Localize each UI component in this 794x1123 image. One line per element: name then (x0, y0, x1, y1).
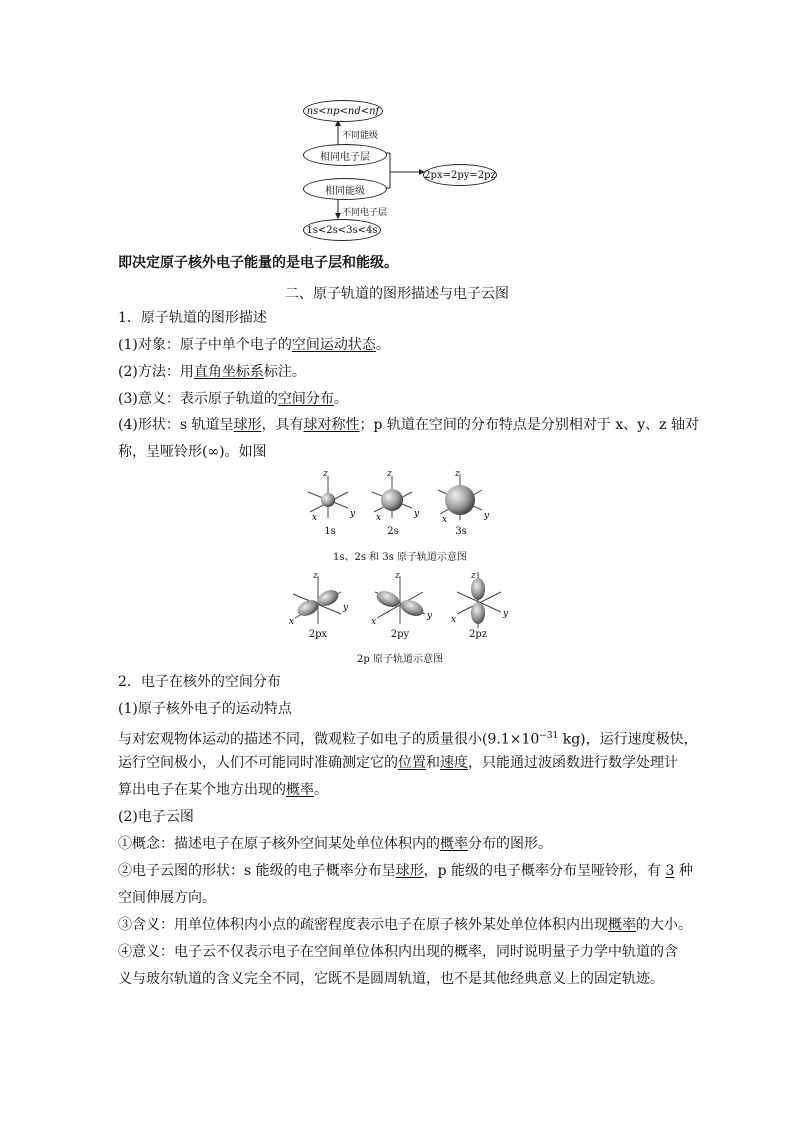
2px-dumbbell (289, 571, 349, 627)
s1-shape-line: (4)形状：s 轨道呈球形，具有球对称性；p 轨道在空间的分布特点是分别相对于 x、y、z 轴对 (118, 417, 699, 433)
3s-label: 3s (455, 526, 467, 537)
s2-p1-line1: 与对宏观物体运动的描述不同，微观粒子如电子的质量很小($9.1\times 10^{-31}$ kg)，运行速度极快， (118, 731, 698, 748)
different-level-label: 不同能级 (342, 131, 379, 141)
p-orbitals-caption: 2p 原子轨道示意图 (357, 654, 443, 665)
svg-text:x: x (289, 617, 295, 627)
svg-text:z: z (395, 571, 400, 581)
1s-2s-3s-4s-box: 1s<2s<3s<4s (303, 219, 381, 241)
svg-text:y: y (427, 611, 433, 621)
2pz-dumbbell (451, 571, 509, 628)
different-layer-label: 不同电子层 (342, 208, 388, 218)
svg-text:z: z (455, 469, 460, 479)
s2-shape-line-2: 空间伸展方向。 (118, 890, 216, 906)
s2-p1-line2: 运行空间极小，人们不可能同时准确测定它的位置和速度，只能通过波函数进行数学处理计 (118, 755, 678, 771)
s-orbitals-caption: 1s、2s 和 3s 原子轨道示意图 (332, 552, 468, 563)
2py-dumbbell (371, 571, 433, 627)
s2-concept-line: ①概念：描述电子在原子核外空间某处单位体积内的概率分布的图形。 (118, 836, 552, 852)
svg-text:x: x (451, 615, 457, 625)
same-level-box: 相同能级 (303, 178, 387, 200)
svg-text:y: y (484, 511, 490, 521)
2p-equal-box: 2px=2py=2pz (423, 164, 497, 186)
1s-sphere (308, 469, 356, 523)
s1-shape-line-2: 称，呈哑铃形(∞)。如图 (118, 444, 267, 460)
2py-label: 2py (390, 629, 410, 640)
svg-text:x: x (376, 513, 382, 523)
s1-object-line: (1)对象：原子中单个电子的空间运动状态。 (118, 337, 390, 353)
1s-label: 1s (324, 526, 336, 537)
s2-p1-title: (1)原子核外电子的运动特点 (118, 701, 292, 717)
svg-text:z: z (313, 571, 318, 581)
same-layer-box: 相同电子层 (303, 144, 387, 166)
s2-meaning-line: ③含义：用单位体积内小点的疏密程度表示电子在原子核外某处单位体积内出现概率的大小。 (118, 917, 692, 933)
section-title: 二、原子轨道的图形描述与电子云图 (285, 286, 509, 302)
svg-text:z: z (471, 571, 476, 581)
2s-sphere (372, 469, 420, 523)
svg-text:x: x (442, 515, 448, 525)
s2-significance-line1: ④意义：电子云不仅表示电子在空间单位体积内出现的概率，同时说明量子力学中轨道的含 (118, 944, 678, 960)
s1-method-line: (2)方法：用直角坐标系标注。 (118, 364, 306, 380)
svg-text:y: y (414, 509, 420, 519)
ns-np-nd-nf-box: ns<np<nd<nf (303, 100, 383, 122)
2s-label: 2s (387, 526, 399, 537)
2px-label: 2px (308, 629, 328, 640)
svg-text:x: x (312, 513, 318, 523)
svg-text:y: y (503, 609, 509, 619)
s1-heading: 1．原子轨道的图形描述 (118, 310, 267, 326)
svg-text:x: x (371, 617, 377, 627)
s2-significance-line2: 义与玻尔轨道的含义完全不同，它既不是圆周轨道，也不是其他经典意义上的固定轨迹。 (118, 971, 664, 987)
p-orbitals-figure (285, 570, 515, 632)
s2-p2-title: (2)电子云图 (118, 809, 194, 825)
s2-heading: 2．电子在核外的空间分布 (118, 674, 281, 690)
conclusion-text: 即决定原子核外电子能量的是电子层和能级。 (118, 255, 398, 271)
s1-meaning-line: (3)意义：表示原子轨道的空间分布。 (118, 391, 348, 407)
svg-text:y: y (343, 603, 349, 613)
svg-text:z: z (387, 469, 392, 479)
s2-p1-line3: 算出电子在某个地方出现的概率。 (118, 782, 328, 798)
svg-text:y: y (350, 509, 356, 519)
s2-shape-line: ②电子云图的形状：s 能级的电子概率分布呈球形，p 能级的电子概率分布呈哑铃形，有 3 种 (118, 863, 693, 879)
svg-text:z: z (323, 469, 328, 479)
2pz-label: 2pz (468, 629, 488, 640)
3s-sphere (438, 469, 490, 525)
